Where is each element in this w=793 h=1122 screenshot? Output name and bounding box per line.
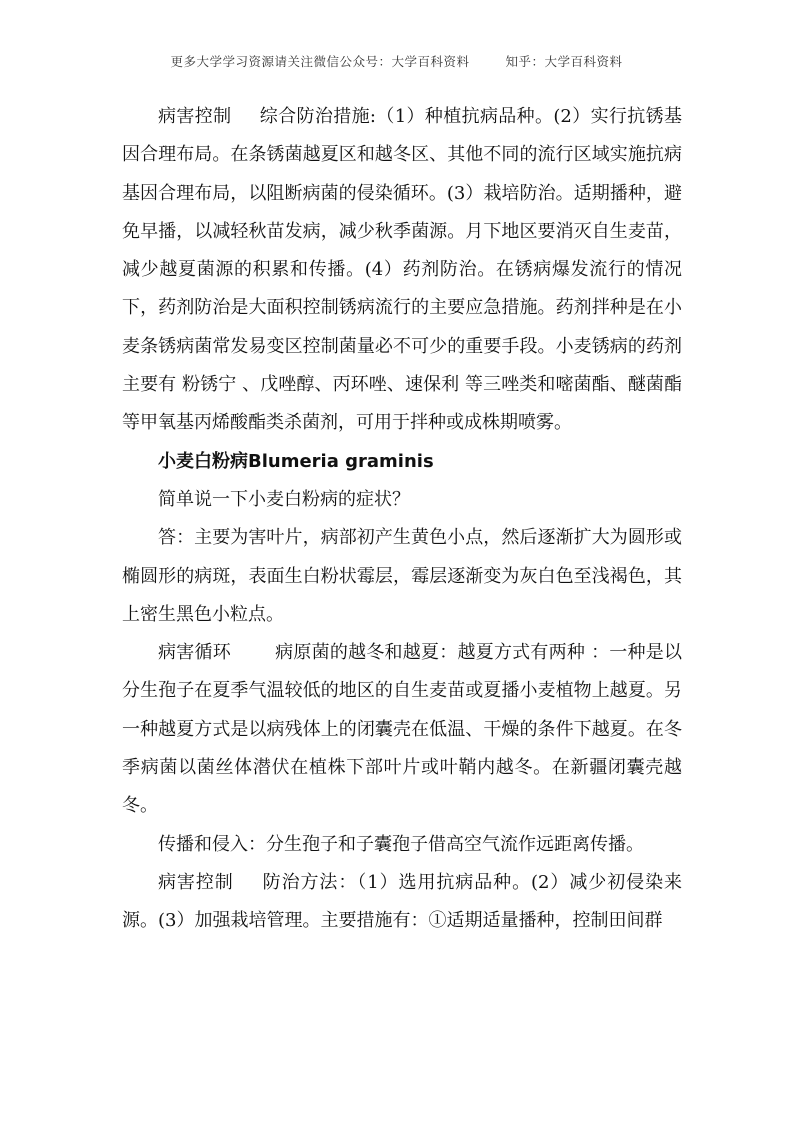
header-left-text: 更多大学学习资源请关注微信公众号：大学百科资料 [170, 54, 470, 69]
paragraph-spread: 传播和侵入：分生孢子和子囊孢子借高空气流作远距离传播。 [158, 833, 644, 855]
paragraph-text: 病原菌的越冬和越夏：越夏方式有两种 ：一种是以分生孢子在夏季气温较低的地区的自生麦苗或夏播小麦植物上越夏。另一种越夏方式是以病残体上的闭囊壳在低温、干燥的条件下越夏。在冬季病菌以菌丝体潜伏在植株下部叶片或叶鞘内越冬。在新疆闭囊壳越冬。 [122, 642, 682, 817]
section-title-powdery-mildew: 小麦白粉病Blumeria graminis [158, 450, 434, 472]
question-text: 简单说一下小麦白粉病的症状？ [158, 488, 410, 510]
page-header [0, 52, 793, 70]
paragraph-disease-cycle [122, 634, 682, 825]
paragraph-rust-control [122, 98, 682, 443]
paragraph-mildew-control [122, 864, 682, 941]
answer-text: 答：主要为害叶片，病部初产生黄色小点，然后逐渐扩大为圆形或椭圆形的病斑，表面生白粉状霉层，霉层逐渐变为灰白色至浅褐色，其上密生黑色小粒点。 [122, 527, 682, 625]
section-label: 病害循环 [158, 642, 231, 664]
paragraph-text: 防治方法：（1）选用抗病品种。(2）减少初侵染来源。(3）加强栽培管理。主要措施有：①适期适量播种，控制田间群 [122, 871, 682, 932]
section-label: 病害控制 [158, 106, 232, 127]
document-body [122, 98, 682, 941]
section-label: 病害控制 [158, 871, 234, 893]
header-right-text: 知乎：大学百科资料 [505, 54, 623, 69]
paragraph-text: 综合防治措施:（1）种植抗病品种。(2）实行抗锈基因合理布局。在条锈菌越夏区和越冬区、其他不同的流行区域实施抗病基因合理布局，以阻断病菌的侵染循环。(3）栽培防治。适期播种，避免早播，以减轻秋苗发病，减少秋季菌源。月下地区要消灭自生麦苗，减少越夏菌源的积累和传播。(4）药剂防治。在锈病爆发流行的情况下，药剂防治是大面积控制锈病流行的主要应急措施。药剂拌种是在小麦条锈病菌常发易变区控制菌量必不可少的重要手段。小麦锈病的药剂主要有 粉锈宁 、戊唑醇、丙环唑、速保利 等三唑类和嘧菌酯、醚菌酯等甲氧基丙烯酸酯类杀菌剂，可用于拌种或成株期喷雾。 [122, 106, 682, 434]
